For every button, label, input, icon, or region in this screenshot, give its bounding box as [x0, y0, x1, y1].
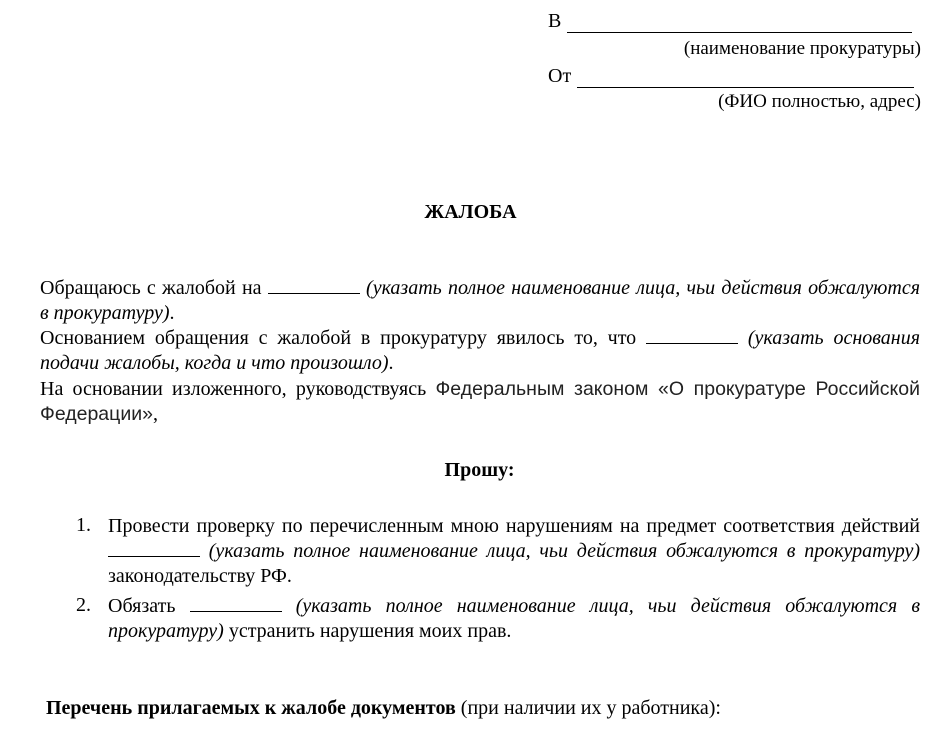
paragraph-2	[40, 326, 920, 376]
paragraph-1	[40, 276, 920, 326]
request-1-number: 1.	[76, 514, 91, 536]
request-1-end: законодательству РФ.	[108, 565, 292, 587]
from-line-row	[548, 65, 914, 88]
to-prefix: В	[548, 10, 562, 32]
request-2-number: 2.	[76, 594, 91, 616]
p2-end: .	[388, 352, 394, 374]
request-heading: Прошу:	[444, 459, 515, 481]
p1-end: .	[169, 302, 175, 324]
p3-end: ,	[152, 403, 158, 425]
from-blank-line	[577, 67, 914, 88]
document-title: ЖАЛОБА	[424, 201, 517, 223]
to-caption: (наименование прокуратуры)	[683, 38, 921, 59]
to-blank-line	[567, 12, 912, 33]
request-1	[108, 514, 920, 589]
to-line-row	[548, 10, 912, 33]
from-caption: (ФИО полностью, адрес)	[718, 91, 921, 112]
p3-law: Федеральным законом «О прокуратуре Российской Федерации»	[40, 378, 920, 425]
attachments-note: (при наличии их у работника):	[460, 697, 721, 719]
request-2	[108, 594, 920, 644]
p3-text: На основании изложенного, руководствуясь	[40, 378, 427, 400]
attachments-label: Перечень прилагаемых к жалобе документов	[46, 697, 456, 719]
attachments-heading	[46, 697, 721, 720]
p1-hint: (указать полное наименование лица, чьи действия обжалуются в прокуратуру)	[40, 277, 921, 324]
from-prefix: От	[548, 65, 572, 87]
p1-blank	[268, 276, 360, 294]
request-2-end: устранить нарушения моих прав.	[228, 620, 512, 642]
request-1-text: Провести проверку по перечисленным мною нарушениям на предмет соответствия действий	[108, 515, 920, 537]
p2-blank	[646, 326, 738, 344]
request-2-hint: (указать полное наименование лица, чьи действия обжалуются в прокуратуру)	[108, 595, 921, 642]
p2-hint: (указать основания подачи жалобы, когда и что произошло)	[40, 327, 921, 374]
request-1-blank	[108, 539, 200, 557]
request-2-blank	[190, 594, 282, 612]
request-1-hint: (указать полное наименование лица, чьи действия обжалуются в прокуратуру)	[208, 540, 920, 562]
request-2-text: Обязать	[108, 595, 176, 617]
paragraph-3	[40, 377, 920, 427]
p1-text: Обращаюсь с жалобой на	[40, 277, 262, 299]
p2-text: Основанием обращения с жалобой в прокуратуру явилось то, что	[40, 327, 637, 349]
